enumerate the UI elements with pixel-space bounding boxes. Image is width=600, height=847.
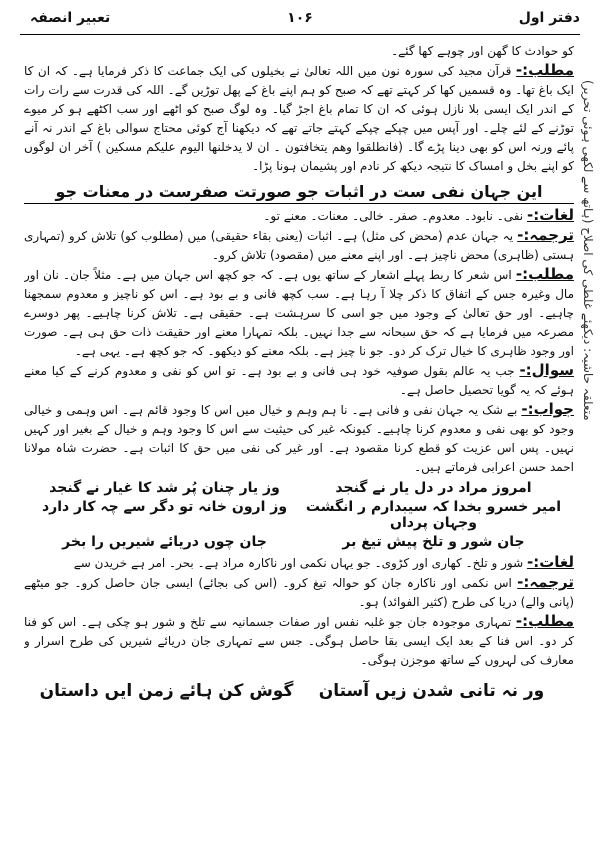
verse-heading: این جہان نفی ست در اثبات جو صورتت صفرست در معنات جو xyxy=(24,182,574,204)
couplet-1 xyxy=(24,480,574,496)
header-right: دفتر اول xyxy=(518,10,580,26)
couplet-1-right: امروز مراد در دل یار نے گنجد xyxy=(335,480,532,496)
jawab-text: بے شک یہ جہان نفی و فانی ہے۔ نا ہم وہم و خیال میں اس کا وجود قائم ہے۔ اس وہمی و خیالی وجود کو بھی نفی و معدوم کرنا چاہیے۔ کیونکہ غیر کی حیثیت سے اس کا وجود وہم و خیال کے بغیر اور کہیں نہیں۔ پس اس عزیت کو قطع کرنا مقصود ہے۔ اور غیر کی نفی میں حق کا اثبات ہے۔ حضرت شاہ مولانا احمد حسن اعرابی فرماتے ہیں۔ xyxy=(24,403,574,474)
jawab-label: جواب:- xyxy=(521,400,574,418)
tarjuma-label-1: ترجمہ:- xyxy=(517,226,574,244)
tarjuma-section-2 xyxy=(24,573,574,612)
matlab-section-2 xyxy=(24,265,574,361)
matlab-label-2: مطلب:- xyxy=(515,265,574,283)
couplet-2 xyxy=(24,499,574,531)
couplet-2-right: امیر خسرو بخدا کہ سیبدارم ر انگشت وجہان پرداں xyxy=(305,499,562,531)
final-couplet-left: گوش کن ہائے زمن ایں داستان xyxy=(39,681,294,701)
matlab-label-3: مطلب:- xyxy=(515,612,574,630)
sawal-section xyxy=(24,361,574,400)
header-rule xyxy=(20,34,580,35)
matlab-text-3: تمہاری موجودہ جان جو غلبہ نفس اور صفات جسمانیہ سے تلخ و شور ہو چکی ہے۔ اس کو فنا کر دو۔ اس فنا کے بعد ایک ایسی بقا حاصل ہوگی۔ جس سے تمہاری جان دریائے شیریں کی طرح اسرار و معارف کی لہروں کے ساتھ موجزن ہوگی۔ xyxy=(24,615,574,667)
handwritten-margin-note: متعلقہ حاشیہ: دیکھئے غلطی کی اصلاح (ہاتھ سے لکھی ہوئی تحریر) xyxy=(581,80,595,421)
matlab-section-3 xyxy=(24,612,574,670)
header-left: تعبیر انصفہ xyxy=(30,10,111,26)
sawal-text: جب یہ عالم بقول صوفیہ خود ہی فانی و بے بود ہے۔ تو اس کو نفی و معدوم کرنے کے کیا معنے ہوئے کہ یہ گویا تحصیل حاصل ہے۔ xyxy=(24,364,574,397)
matlab-text-2: اس شعر کا ربط پہلے اشعار کے ساتھ یوں ہے۔ کہ جو کچھ اس جہان میں ہے۔ مثلاً جان۔ نان اور مال وغیرہ جس کے اتفاق کا ذکر چلا آ رہا ہے۔ سب کچھ فانی و بے بود ہے۔ اس کو ناچیز و معدوم سمجھنا چاہیے۔ اور حق تعالیٰ کے وجود میں جو اسی کا سرہشت ہے۔ حقیقی ہے۔ تلاش کرنا چاہیے۔ پھر دوسرے مصرعہ میں فرمایا ہے کہ حق سبحانہ سے جدا نہیں۔ بلکہ تمہارا معنے اور حقیقت ذات حق ہی ہے۔ صورت اور وجود ظاہری کا خیال ترک کر دو۔ جو نا چیز ہے۔ بلکہ معنے کو دیکھو۔ کہ جو کچھ ہے۔ یہی ہے۔ xyxy=(24,268,574,358)
page-number: ۱۰۶ xyxy=(287,10,313,26)
matlab-text-1: قرآن مجید کی سورہ نون میں اللہ تعالیٰ نے بخیلوں کی ایک جماعت کا ذکر فرمایا ہے۔ کہ ان کا ایک باغ تھا۔ وہ قسمیں کھا کر کہتے تھے کہ صبح کو ہم اپنے باغ کے پھل توڑیں گے۔ اللہ کی قدرت سے رات رات کے اندر ایک ایسی بلا نازل ہوئی کہ ان کا تمام باغ اجڑ گیا۔ وہ لوگ صبح کو اٹھے اور سب اکٹھے ہو کر میوے توڑنے کے لئے چلے۔ اور آپس میں چپکے چپکے کہتے جاتے تھے کہ دیکھنا آج کوئی محتاج سوالی باغ کے اندر نہ آنے پائے ورنہ اس کو بھی دینا پڑے گا۔ (فانطلقوا وھم یتخافتون ۔ ان لا یدخلنھا الیوم علیکم مسکین ) آخر ان لوگوں کو اپنے بخل و امساک کا نتیجہ دیکھ کر نادم اور پشیمان ہونا پڑا۔ xyxy=(24,64,574,173)
sawal-label: سوال:- xyxy=(519,361,574,379)
jawab-section xyxy=(24,400,574,477)
tarjuma-text-1: یہ جہان عدم (محض کی مثل) ہے۔ اثبات (یعنی بقاء حقیقی) میں (مطلوب کو) تلاش کرو (تمہاری ہستی (ظاہری) محض ناچیز ہے۔ اور اپنے معنے میں (مقصود) تلاش کرو۔ xyxy=(24,229,574,262)
couplet-3-left: جان چوں دریائے شیریں را بخر xyxy=(62,534,267,550)
page-header xyxy=(20,8,580,34)
lughat-text-2: شور و تلخ۔ کھاری اور کڑوی۔ جو یہاں نکمی اور ناکارہ مراد ہے۔ بحر۔ امر ہے خریدن سے xyxy=(73,556,524,570)
couplet-3 xyxy=(24,534,574,550)
final-couplet-right: ور نہ تانی شدن زیں آستان xyxy=(318,681,545,701)
final-couplet xyxy=(24,680,574,701)
couplet-1-left: وز یار چنان پُر شد کا غیار نے گنجد xyxy=(49,480,280,496)
lughat-text-1: نفی۔ نابود۔ معدوم۔ صفر۔ خالی۔ معنات۔ معنے تو۔ xyxy=(263,209,524,223)
tarjuma-label-2: ترجمہ:- xyxy=(517,573,574,591)
page-content xyxy=(24,42,574,837)
couplet-2-left: وز ارون خانہ تو دگر سے چہ کار دارد xyxy=(41,499,288,515)
lughat-section-2 xyxy=(24,553,574,573)
tarjuma-text-2: اس نکمی اور ناکارہ جان کو حوالہ تیغ کرو۔ (اس کی بجائے) ایسی جان حاصل کرو۔ جو میٹھے (پانی والے) دریا کی طرح (کثیر الفوائد) ہو۔ xyxy=(24,576,574,609)
couplet-3-right: جان شور و تلخ پیش تیغ بر xyxy=(342,534,525,550)
matlab-label-1: مطلب:- xyxy=(515,61,574,79)
lughat-section-1 xyxy=(24,206,574,226)
lughat-label-2: لغات:- xyxy=(526,553,574,571)
opening-line: کو حوادث کا گھن اور چوہے کھا گئے۔ xyxy=(391,44,574,58)
matlab-section-1 xyxy=(24,61,574,176)
tarjuma-section-1 xyxy=(24,226,574,265)
lughat-label-1: لغات:- xyxy=(526,206,574,224)
